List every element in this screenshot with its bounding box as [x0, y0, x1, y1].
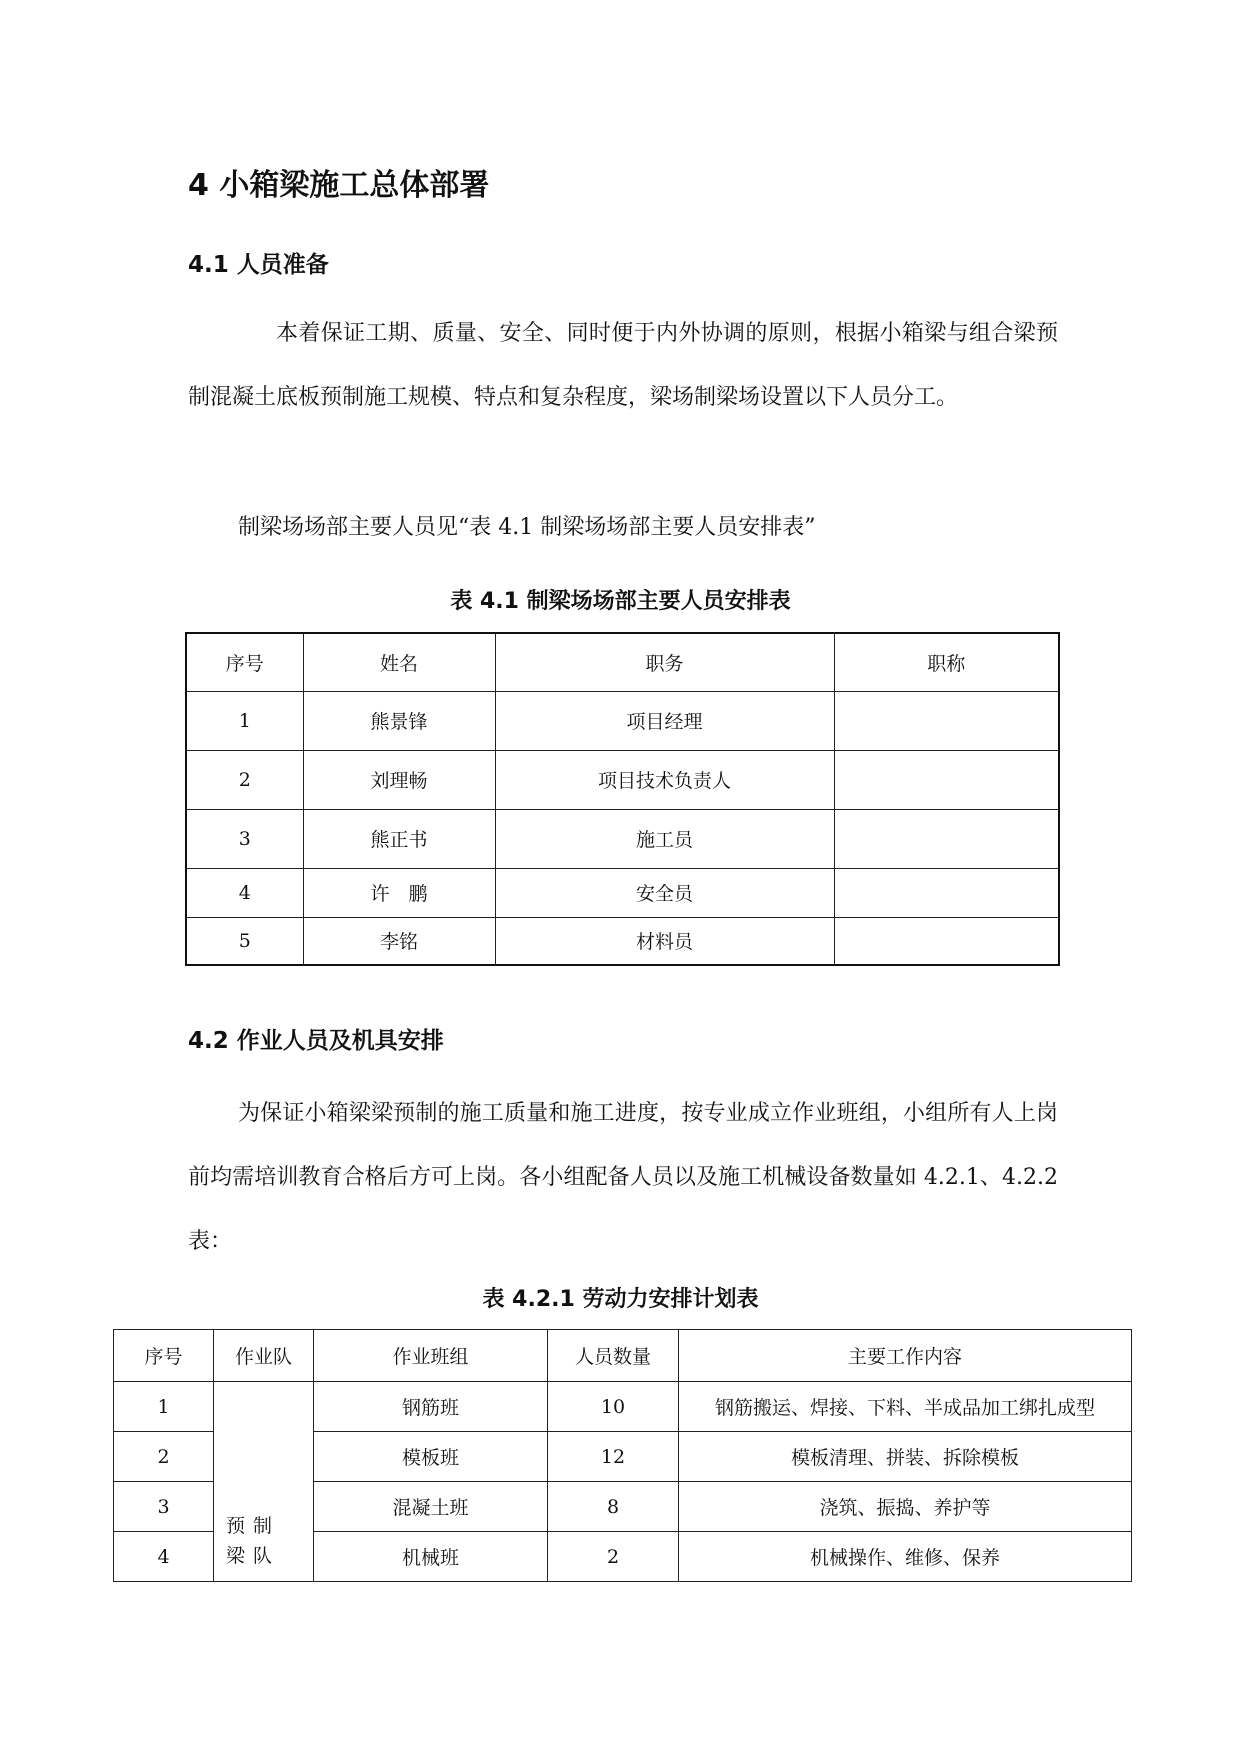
table-cell: 10 [548, 1382, 679, 1432]
labor-plan-table [113, 1329, 1132, 1582]
table-cell: 模板班 [314, 1432, 548, 1482]
table-cell: 混凝土班 [314, 1482, 548, 1532]
table-cell: 4 [114, 1532, 214, 1582]
table-header-row [186, 633, 1059, 691]
column-header: 人员数量 [548, 1330, 679, 1382]
column-header: 序号 [114, 1330, 214, 1382]
table-cell: 2 [186, 750, 303, 809]
section-4-1-title: 4.1 人员准备 [188, 252, 329, 278]
column-header: 职称 [834, 633, 1059, 691]
table-cell [834, 750, 1059, 809]
table-cell: 1 [186, 691, 303, 750]
table-cell: 安全员 [495, 868, 834, 917]
table-cell: 材料员 [495, 917, 834, 965]
table-row [186, 917, 1059, 965]
table-cell: 浇筑、振捣、养护等 [679, 1482, 1132, 1532]
column-header: 主要工作内容 [679, 1330, 1132, 1382]
column-header: 职务 [495, 633, 834, 691]
page-heading: 4 小箱梁施工总体部署 [188, 168, 490, 203]
table-cell: 熊景锋 [303, 691, 495, 750]
table-cell [834, 917, 1059, 965]
table-cell: 机械班 [314, 1532, 548, 1582]
table-cell: 8 [548, 1482, 679, 1532]
column-header: 作业班组 [314, 1330, 548, 1382]
table-cell: 施工员 [495, 809, 834, 868]
table-row [186, 691, 1059, 750]
section-4-2-title: 4.2 作业人员及机具安排 [188, 1028, 444, 1054]
table-row [186, 750, 1059, 809]
table-cell: 项目经理 [495, 691, 834, 750]
paragraph-text: 制梁场场部主要人员见“表 4.1 制梁场场部主要人员安排表” [238, 515, 816, 540]
team-cell: 预制梁队 [214, 1382, 314, 1582]
table-cell: 3 [186, 809, 303, 868]
table-cell: 1 [114, 1382, 214, 1432]
table-cell: 4 [186, 868, 303, 917]
staff-table [185, 632, 1060, 966]
table-row [186, 809, 1059, 868]
paragraph-text: 为保证小箱梁梁预制的施工质量和施工进度，按专业成立作业班组，小组所有人上岗前均需培训教育合格后方可上岗。各小组配备人员以及施工机械设备数量如 4.2.1、4.2.2 表： [188, 1101, 1058, 1254]
table-cell: 3 [114, 1482, 214, 1532]
table-cell: 熊正书 [303, 809, 495, 868]
section-4-1-reference [188, 496, 1058, 560]
table-cell: 模板清理、拼装、拆除模板 [679, 1432, 1132, 1482]
table-cell [834, 868, 1059, 917]
table-4-1-caption: 表 4.1 制梁场场部主要人员安排表 [450, 589, 791, 614]
table-cell [834, 809, 1059, 868]
table-cell: 12 [548, 1432, 679, 1482]
table-cell: 2 [548, 1532, 679, 1582]
table-row [186, 868, 1059, 917]
table-cell: 李铭 [303, 917, 495, 965]
column-header: 序号 [186, 633, 303, 691]
section-4-1-paragraph [188, 302, 1058, 430]
table-cell: 许 鹏 [303, 868, 495, 917]
column-header: 姓名 [303, 633, 495, 691]
table-4-2-1-caption: 表 4.2.1 劳动力安排计划表 [482, 1287, 759, 1312]
table-cell: 钢筋搬运、焊接、下料、半成品加工绑扎成型 [679, 1382, 1132, 1432]
table-row [114, 1382, 1132, 1432]
table-cell: 钢筋班 [314, 1382, 548, 1432]
table-cell: 刘理畅 [303, 750, 495, 809]
section-4-2-paragraph [188, 1082, 1058, 1274]
table-cell: 机械操作、维修、保养 [679, 1532, 1132, 1582]
table-cell: 2 [114, 1432, 214, 1482]
table-cell [834, 691, 1059, 750]
column-header: 作业队 [214, 1330, 314, 1382]
table-cell: 5 [186, 917, 303, 965]
table-cell: 项目技术负责人 [495, 750, 834, 809]
paragraph-text: 本着保证工期、质量、安全、同时便于内外协调的原则，根据小箱梁与组合梁预制混凝土底板预制施工规模、特点和复杂程度，梁场制梁场设置以下人员分工。 [188, 321, 1058, 410]
table-header-row [114, 1330, 1132, 1382]
